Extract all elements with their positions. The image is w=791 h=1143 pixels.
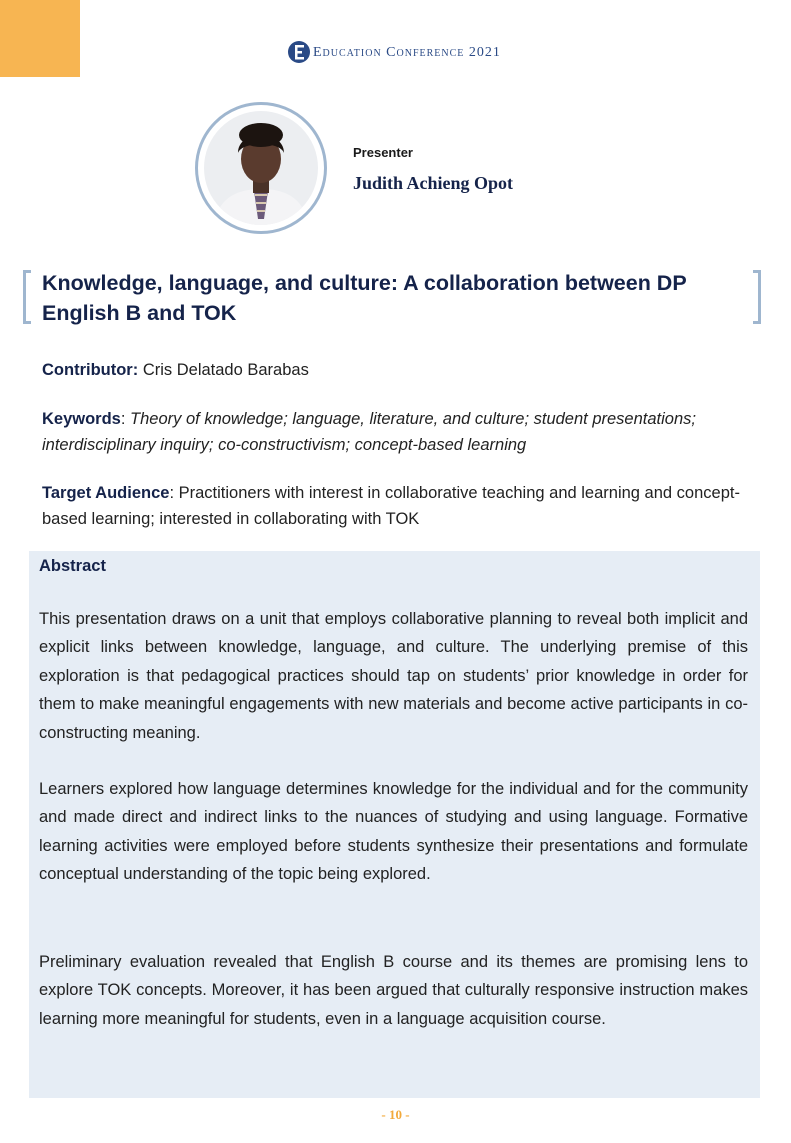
corner-accent-block: [0, 0, 80, 77]
contributor-value: Cris Delatado Barabas: [142, 361, 309, 379]
presenter-label: Presenter: [353, 145, 413, 160]
session-title: Knowledge, language, and culture: A collaboration between DP English B and TOK: [42, 271, 687, 325]
contributor-line: [42, 357, 752, 383]
keywords-value: Theory of knowledge; language, literature, and culture; student presentations; interdisciplinary inquiry; co-constructivism; concept-based learning: [42, 410, 696, 454]
audience-value: Practitioners with interest in collaborative teaching and learning and concept-based learning; interested in collaborating with TOK: [42, 484, 740, 528]
audience-line: Target Audience: Practitioners with interest in collaborative teaching and learning and concept-based learning; interested in collaborating with TOK: [42, 484, 740, 528]
keywords-label: Keywords: [42, 410, 121, 428]
abstract-paragraph: Learners explored how language determines knowledge for the individual and for the community and made direct and indirect links to the nuances of studying and using language. Formative learning activities were employed before students synthesize their presentations and formulate conceptual understanding of the topic being explored.: [39, 780, 748, 884]
conference-logo-icon: [287, 37, 311, 67]
abstract-paragraph: Preliminary evaluation revealed that English B course and its themes are promising lens to explore TOK concepts. Moreover, it has been argued that culturally responsive instruction makes learning more meaningful for students, even in a language acquisition course.: [39, 953, 748, 1028]
conference-title: Education Conference 2021: [313, 45, 501, 60]
contributor-label: Contributor:: [42, 361, 139, 379]
conference-header: [287, 37, 501, 67]
presenter-photo: [195, 102, 327, 234]
abstract-heading: Abstract: [39, 557, 106, 575]
presenter-avatar: [204, 111, 318, 225]
page-number: - 10 -: [381, 1107, 410, 1122]
audience-label: Target Audience: [42, 484, 170, 502]
title-bracket-right: [753, 270, 761, 324]
abstract-box: [29, 551, 760, 1098]
abstract-paragraph: This presentation draws on a unit that employs collaborative planning to reveal both implicit and explicit links between knowledge, language, and culture. The underlying premise of this exploration is that pedagogical practices should tap on students’ prior knowledge in order for them to make meaningful engagements with new materials and become active participants in co-constructing meaning.: [39, 610, 748, 742]
title-bracket-left: [23, 270, 31, 324]
keywords-line: Keywords: Theory of knowledge; language, literature, and culture; student presentations; interdisciplinary inquiry; co-constructivism; concept-based learning: [42, 410, 696, 454]
presenter-name: Judith Achieng Opot: [353, 173, 514, 193]
